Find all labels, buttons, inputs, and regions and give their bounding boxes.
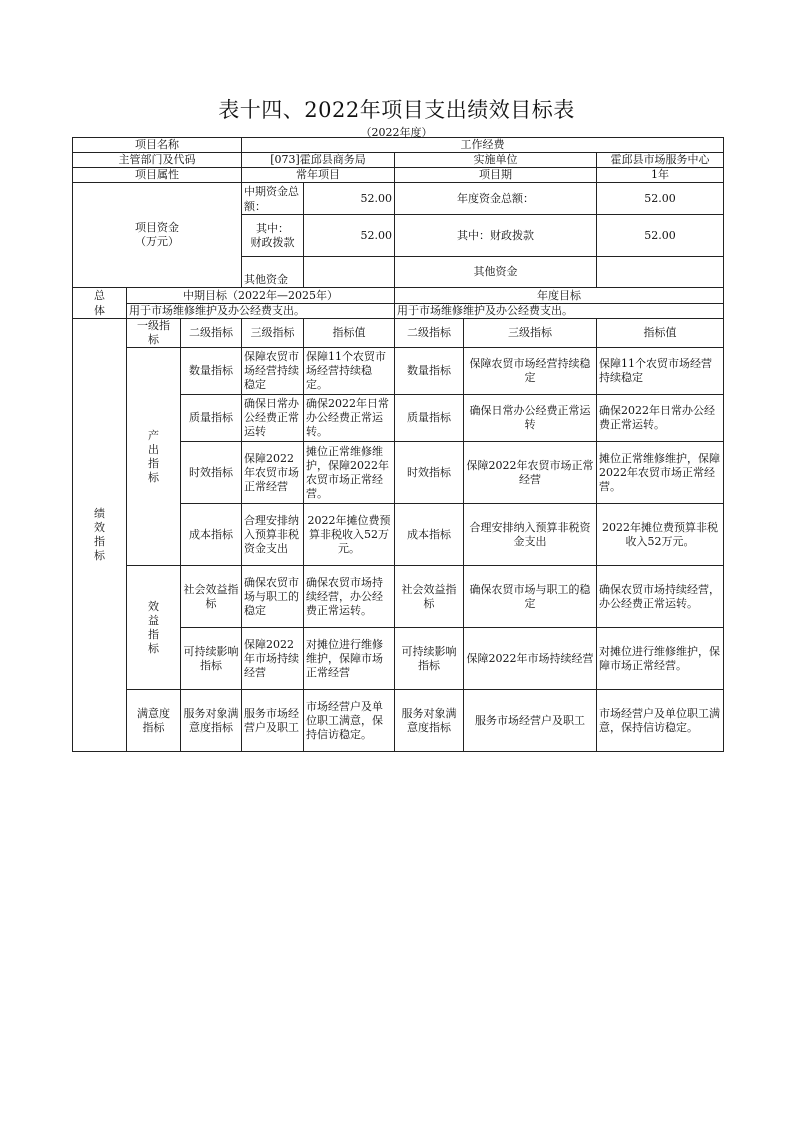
annual-lvl3-header: 三级指标	[464, 319, 597, 348]
mid-other-value	[304, 257, 395, 288]
mid-lvl2-cell: 可持续影响指标	[181, 628, 242, 690]
mid-lvl3-cell: 确保农贸市场与职工的稳定	[242, 566, 304, 628]
annual-value-cell: 市场经营户及单位职工满意，保持信访稳定。	[597, 690, 724, 752]
annual-fiscal-label: 其中：财政拨款	[395, 215, 597, 257]
mid-fiscal-label: 其中： 财政拨款	[242, 215, 304, 257]
annual-value-cell: 确保农贸市场持续经营，办公经费正常运转。	[597, 566, 724, 628]
mid-lvl2-cell: 时效指标	[181, 442, 242, 504]
mid-fiscal-value: 52.00	[304, 215, 395, 257]
funds-label: 项目资金 （万元）	[73, 183, 242, 288]
annual-lvl2-cell: 服务对象满意度指标	[395, 690, 464, 752]
performance-table	[72, 137, 724, 752]
mid-goal-text: 用于市场维修维护及办公经费支出。	[127, 304, 395, 319]
mid-lvl2-cell: 成本指标	[181, 504, 242, 566]
mid-other-label: 其他资金	[242, 257, 304, 288]
row-project-name	[73, 138, 724, 153]
annual-total-label: 年度资金总额：	[395, 183, 597, 215]
annual-lvl3-cell: 服务市场经营户及职工	[464, 690, 597, 752]
mid-value-cell: 市场经营户及单位职工满意，保持信访稳定。	[304, 690, 395, 752]
annual-value-cell: 对摊位进行维修维护，保障市场正常经营。	[597, 628, 724, 690]
period-label: 项目期	[395, 168, 597, 183]
annual-value-cell: 2022年摊位费预算非税收入52万元。	[597, 504, 724, 566]
row-goal-header	[73, 288, 724, 304]
page-title: 表十四、2022年项目支出绩效目标表	[218, 98, 575, 122]
mid-value-cell: 确保2022年日常办公经费正常运转。	[304, 395, 395, 442]
annual-value-cell: 确保2022年日常办公经费正常运转。	[597, 395, 724, 442]
annual-lvl2-cell: 成本指标	[395, 504, 464, 566]
project-name-label: 项目名称	[73, 138, 242, 153]
table-row	[73, 690, 724, 752]
table-row	[73, 348, 724, 395]
mid-lvl3-cell: 服务市场经营户及职工	[242, 690, 304, 752]
mid-lvl3-cell: 合理安排纳入预算非税资金支出	[242, 504, 304, 566]
row-indicator-header	[73, 319, 724, 348]
dept-value: [073]霍邱县商务局	[242, 153, 395, 168]
annual-lvl3-cell: 保障2022年市场持续经营	[464, 628, 597, 690]
lvl1-header: 一级指 标	[127, 319, 181, 348]
attr-label: 项目属性	[73, 168, 242, 183]
annual-lvl3-cell: 保障农贸市场经营持续稳定	[464, 348, 597, 395]
annual-lvl3-cell: 确保日常办公经费正常运转	[464, 395, 597, 442]
mid-value-cell: 确保农贸市场持续经营，办公经费正常运转。	[304, 566, 395, 628]
row-dept	[73, 153, 724, 168]
mid-value-cell: 保障11个农贸市场经营持续稳定。	[304, 348, 395, 395]
mid-lvl3-header: 三级指标	[242, 319, 304, 348]
mid-value-cell: 2022年摊位费预算非税收入52万元。	[304, 504, 395, 566]
annual-lvl2-cell: 社会效益指标	[395, 566, 464, 628]
mid-lvl3-cell: 保障2022年农贸市场正常经营	[242, 442, 304, 504]
annual-lvl2-cell: 数量指标	[395, 348, 464, 395]
annual-value-cell: 摊位正常维修维护，保障2022年农贸市场正常经营。	[597, 442, 724, 504]
mid-lvl2-cell: 服务对象满意度指标	[181, 690, 242, 752]
dept-label: 主管部门及代码	[73, 153, 242, 168]
impl-unit-value: 霍邱县市场服务中心	[597, 153, 724, 168]
mid-lvl3-cell: 确保日常办公经费正常运转	[242, 395, 304, 442]
table-row	[73, 566, 724, 628]
perf-indicator-label: 绩 效 指 标	[73, 319, 127, 752]
annual-other-value	[597, 257, 724, 288]
annual-lvl2-cell: 可持续影响指标	[395, 628, 464, 690]
attr-value: 常年项目	[242, 168, 395, 183]
mid-goal-header: 中期目标（2022年—2025年）	[127, 288, 395, 304]
row-goal-content	[73, 304, 724, 319]
mid-lvl2-cell: 数量指标	[181, 348, 242, 395]
project-name-value: 工作经费	[242, 138, 724, 153]
mid-total-label: 中期资金总额：	[242, 183, 304, 215]
annual-goal-header: 年度目标	[395, 288, 724, 304]
output-indicator-label: 产 出 指 标	[127, 348, 181, 566]
annual-lvl2-header: 二级指标	[395, 319, 464, 348]
overall-label: 总 体	[73, 288, 127, 319]
mid-lvl2-cell: 质量指标	[181, 395, 242, 442]
annual-total-value: 52.00	[597, 183, 724, 215]
annual-goal-text: 用于市场维修维护及办公经费支出。	[395, 304, 724, 319]
annual-lvl3-cell: 合理安排纳入预算非税资金支出	[464, 504, 597, 566]
annual-other-label: 其他资金	[395, 257, 597, 288]
annual-value-header: 指标值	[597, 319, 724, 348]
annual-value-cell: 保障11个农贸市场经营持续稳定	[597, 348, 724, 395]
annual-lvl3-cell: 保障2022年农贸市场正常经营	[464, 442, 597, 504]
satisfaction-indicator-label: 满意度 指标	[127, 690, 181, 752]
annual-lvl2-cell: 质量指标	[395, 395, 464, 442]
mid-total-value: 52.00	[304, 183, 395, 215]
mid-value-header: 指标值	[304, 319, 395, 348]
benefit-indicator-label: 效 益 指 标	[127, 566, 181, 690]
annual-lvl2-cell: 时效指标	[395, 442, 464, 504]
period-value: 1年	[597, 168, 724, 183]
mid-lvl3-cell: 保障2022年市场持续经营	[242, 628, 304, 690]
annual-lvl3-cell: 确保农贸市场与职工的稳定	[464, 566, 597, 628]
row-funds-total	[73, 183, 724, 215]
mid-lvl2-cell: 社会效益指标	[181, 566, 242, 628]
mid-value-cell: 对摊位进行维修维护，保障市场正常经营	[304, 628, 395, 690]
mid-lvl2-header: 二级指标	[181, 319, 242, 348]
mid-value-cell: 摊位正常维修维护，保障2022年农贸市场正常经营。	[304, 442, 395, 504]
annual-fiscal-value: 52.00	[597, 215, 724, 257]
row-attr	[73, 168, 724, 183]
page-subtitle: （2022年度）	[360, 126, 433, 139]
impl-unit-label: 实施单位	[395, 153, 597, 168]
mid-lvl3-cell: 保障农贸市场经营持续稳定	[242, 348, 304, 395]
